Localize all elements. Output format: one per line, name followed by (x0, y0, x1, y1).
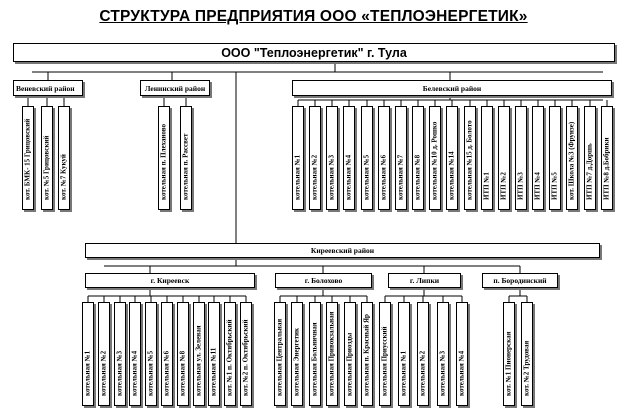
node-item: ИТП №5 (549, 106, 561, 210)
node-item: ИТП №7 д.Доршь (584, 106, 596, 210)
node-item: котельная №5 (361, 106, 373, 210)
node-item: котельная №1 (398, 302, 410, 406)
node-item: ИТП №2 (498, 106, 510, 210)
group-borodinsky: п. Бородинский (482, 273, 558, 288)
node-item: кот. №7 Кукуй (58, 106, 70, 210)
node-item: котельная №3 (114, 302, 126, 406)
node-item: котельная №1 (292, 106, 304, 210)
node-item: котельная Приусский (379, 302, 391, 406)
node-item: котельная Приозды (344, 302, 356, 406)
node-item: котельная №4 (129, 302, 141, 406)
connector-belevsky-bus (298, 96, 603, 100)
node-item: котельная №4 (456, 302, 468, 406)
node-item: котельная Энергетик (291, 302, 303, 406)
district-leninsky: Ленинский район (140, 80, 210, 96)
group-kireevsk: г. Киреевск (85, 273, 255, 288)
connector-lipki-bus (385, 288, 462, 296)
node-item: кот. №1 п. Октябрьский (224, 302, 236, 406)
node-item: ИТП №8 д.Бобрики (601, 106, 613, 210)
connector-borodinsky-bus (509, 288, 527, 296)
node-item: кот. №2 п. Октябрьский (240, 302, 252, 406)
node-item: котельная №2 (98, 302, 110, 406)
node-item: котельная №1 (82, 302, 94, 406)
node-item: котельная №3 (326, 106, 338, 210)
district-kireevsky: Киреевский район (85, 243, 600, 258)
node-item: котельная №3 (437, 302, 449, 406)
node-item: котельная Центральная (274, 302, 286, 406)
node-item: котельная Привокзальная (326, 302, 338, 406)
chart-title: СТРУКТУРА ПРЕДПРИЯТИЯ ООО «ТЕПЛОЭНЕРГЕТИК» (99, 8, 528, 25)
node-item: котельная №8 (177, 302, 189, 406)
node-item: котельная №14 (446, 106, 458, 210)
connector-kireevsk-bus (88, 288, 246, 296)
node-item: котельная п. Красный Яр (361, 302, 373, 406)
node-item: кот. №1 Пионерская (503, 302, 515, 406)
group-bolokhovo: г. Болохово (275, 273, 372, 288)
node-item: котельная №2 (309, 106, 321, 210)
node-item: котельная №5 (145, 302, 157, 406)
connector-venevsky-items (28, 96, 64, 106)
node-item: котельная п. Рассвет (180, 106, 192, 210)
connector-bolokhovo-bus (280, 288, 367, 296)
root-node: ООО "Теплоэнергетик" г. Тула (13, 43, 615, 62)
node-item: котельная ул. Зеленая (193, 302, 205, 406)
node-item: кот. БМК- 15 Грицовский (22, 106, 34, 210)
node-item: ИТП №3 (515, 106, 527, 210)
node-item: кот. Школа №3 (Фрунзе) (566, 106, 578, 210)
node-item: котельная №11 (208, 302, 220, 406)
connector-kireevsky-groups (150, 266, 520, 273)
connector-kireevsky-bus (104, 258, 520, 266)
node-item: котельная №4 (343, 106, 355, 210)
node-item: котельная №15 д. Болото (464, 106, 476, 210)
node-item: ИТП №1 (481, 106, 493, 210)
node-item: котельная №7 (395, 106, 407, 210)
node-item: котельная №2 (417, 302, 429, 406)
district-belevsky: Белевский район (292, 80, 612, 96)
node-item: ИТП №4 (532, 106, 544, 210)
node-item: котельная Больничная (309, 302, 321, 406)
node-item: котельная №8 (412, 106, 424, 210)
connector-leninsky-items (164, 96, 186, 106)
node-item: котельная №10 д. Рошко (429, 106, 441, 210)
district-venevsky: Веневский район (13, 80, 83, 96)
node-item: котельная №6 (378, 106, 390, 210)
node-item: котельная п. Плехановo (158, 106, 170, 210)
node-item: кот. №5 Грицовский (41, 106, 53, 210)
node-item: котельная №6 (161, 302, 173, 406)
node-item: кот. №2 Трудовая (521, 302, 533, 406)
group-lipki: г. Липки (388, 273, 461, 288)
